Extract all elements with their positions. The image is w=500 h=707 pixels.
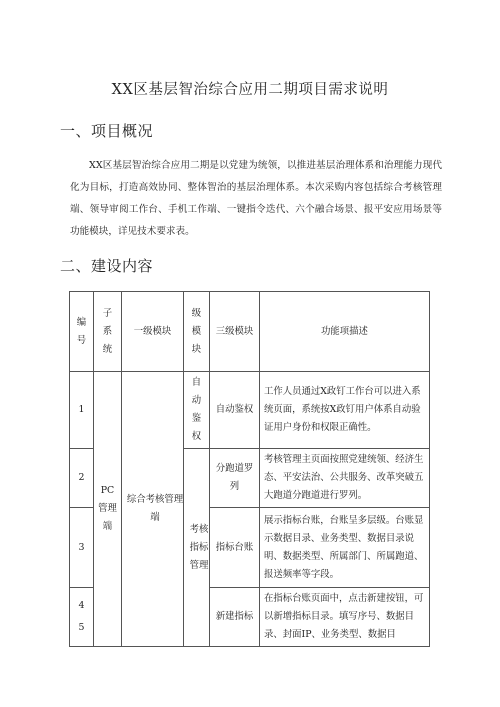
header-level2: 级模块 bbox=[184, 292, 210, 372]
row-no: 3 bbox=[70, 508, 94, 588]
row-level3: 分跑道罗列 bbox=[210, 449, 260, 508]
row-level3: 指标台账 bbox=[210, 508, 260, 588]
document-title: XX区基层智治综合应用二期项目需求说明 bbox=[111, 82, 389, 98]
row-desc: 展示指标台账，台账呈多层级。台账显示数据目录、业务类型、数据目录说明、数据类型、所属部门、所属跑道、报送频率等字段。 bbox=[260, 508, 430, 588]
header-subsystem: 子系统 bbox=[94, 292, 122, 372]
row-desc: 工作人员通过X政钉工作台可以进入系统页面，系统按X政钉用户体系自动验证用户身份和权限正确性。 bbox=[260, 372, 430, 449]
table-header-row bbox=[70, 292, 430, 372]
row-no: 2 bbox=[70, 449, 94, 508]
row-level3: 新建指标 bbox=[210, 588, 260, 647]
row-level3: 自动鉴权 bbox=[210, 372, 260, 449]
section-heading-content: 二、建设内容 bbox=[60, 257, 154, 275]
section-heading-overview: 一、项目概况 bbox=[60, 122, 154, 140]
level1-cell: 综合考核管理端 bbox=[122, 372, 184, 647]
subsystem-cell: PC管理端 bbox=[94, 372, 122, 647]
requirements-table bbox=[69, 291, 430, 647]
header-level1: 一级模块 bbox=[122, 292, 184, 372]
row-desc: 考核管理主页面按照党建统领、经济生态、平安法治、公共服务、改革突破五大跑道分跑道进行罗列。 bbox=[260, 449, 430, 508]
row-desc: 在指标台账页面中，点击新建按钮，可以新增指标目录。填写序号、数据目录、封面IP、业务类型、数据目 bbox=[260, 588, 430, 647]
row-no: 4 5 bbox=[70, 588, 94, 647]
level2-cell-kpi: 考核指标管理 bbox=[184, 449, 210, 647]
level2-cell-auth: 自动鉴权 bbox=[184, 372, 210, 449]
row-no: 1 bbox=[70, 372, 94, 449]
header-desc: 功能项描述 bbox=[260, 292, 430, 372]
overview-paragraph: XX区基层智治综合应用二期是以党建为统领，以推进基层治理体系和治理能力现代化为目标，打造高效协同、整体智治的基层治理体系。本次采购内容包括综合考核管理端、领导审阅工作台、手机工作端、一键指令迭代、六个融合场景、报平安应用场景等功能模块，详见技术要求表。 bbox=[70, 160, 442, 237]
header-level3: 三级模块 bbox=[210, 292, 260, 372]
header-no: 编号 bbox=[70, 292, 94, 372]
table-row bbox=[70, 372, 430, 449]
